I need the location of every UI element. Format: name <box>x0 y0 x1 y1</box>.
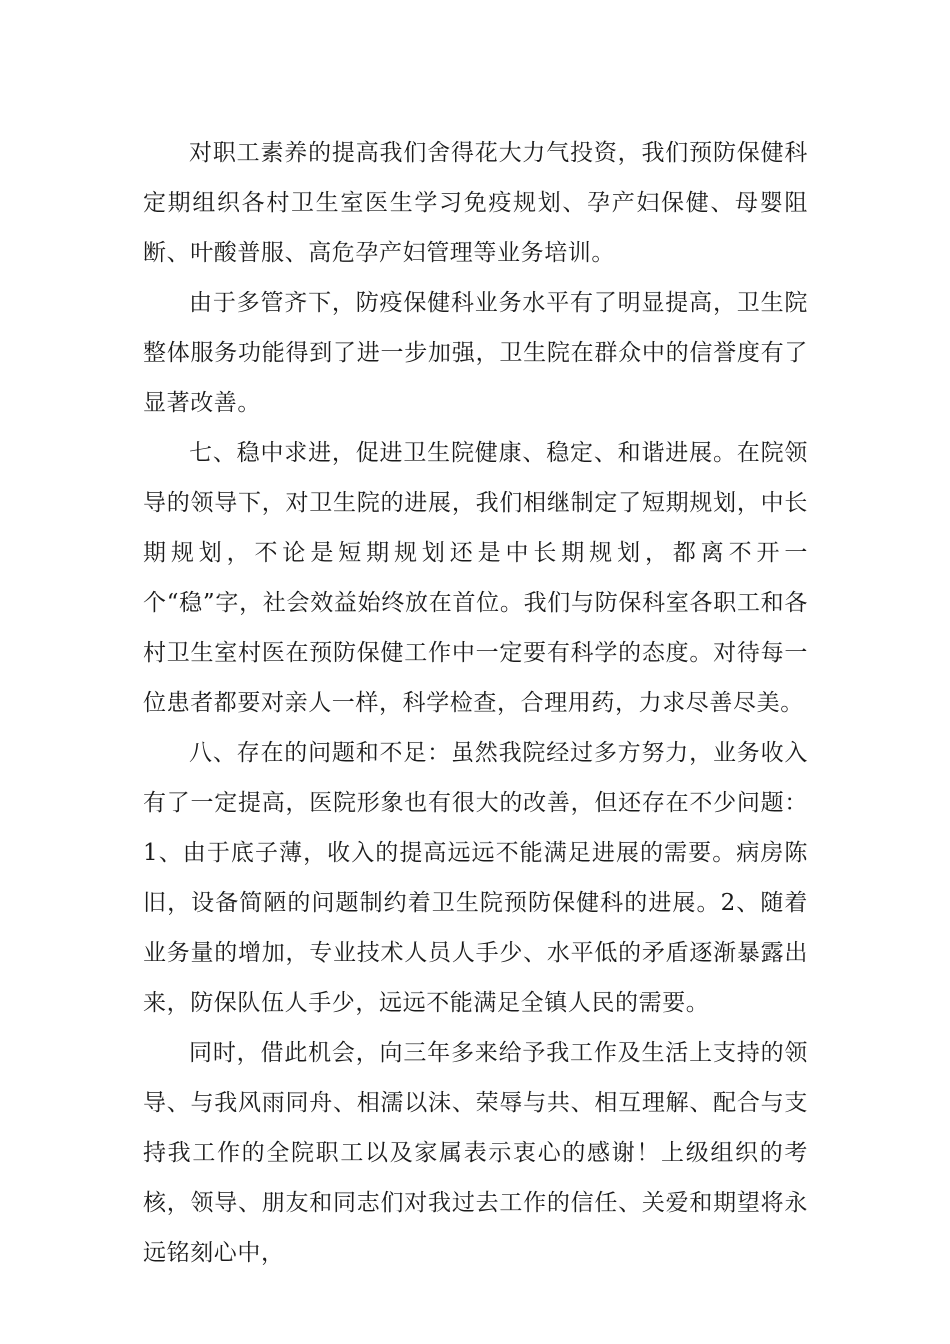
paragraph-section-eight: 八、存在的问题和不足：虽然我院经过多方努力，业务收入有了一定提高，医院形象也有很大的改善，但还存在不少问题：1、由于底子薄，收入的提高远远不能满足进展的需要。病房陈旧，设备简陋的问题制约着卫生院预防保健科的进展。2、随着业务量的增加，专业技术人员人手少、水平低的矛盾逐渐暴露出来，防保队伍人手少，远远不能满足全镇人民的需要。 <box>143 740 808 1016</box>
document-body <box>143 128 808 1278</box>
paragraph-staff-training: 对职工素养的提高我们舍得花大力气投资，我们预防保健科定期组织各村卫生室医生学习免疫规划、孕产妇保健、母婴阻断、叶酸普服、高危孕产妇管理等业务培训。 <box>143 140 808 266</box>
paragraph-section-seven: 七、稳中求进，促进卫生院健康、稳定、和谐进展。在院领导的领导下，对卫生院的进展，我们相继制定了短期规划，中长期规划，不论是短期规划还是中长期规划，都离不开一个“稳”字，社会效益始终放在首位。我们与防保科室各职工和各村卫生室村医在预防保健工作中一定要有科学的态度。对待每一位患者都要对亲人一样，科学检查，合理用药，力求尽善尽美。 <box>143 440 808 716</box>
paragraph-improvement: 由于多管齐下，防疫保健科业务水平有了明显提高，卫生院整体服务功能得到了进一步加强，卫生院在群众中的信誉度有了显著改善。 <box>143 290 808 416</box>
paragraph-thanks: 同时，借此机会，向三年多来给予我工作及生活上支持的领导、与我风雨同舟、相濡以沫、荣辱与共、相互理解、配合与支持我工作的全院职工以及家属表示衷心的感谢！上级组织的考核，领导、朋友和同志们对我过去工作的信任、关爱和期望将永远铭刻心中， <box>143 1040 808 1266</box>
